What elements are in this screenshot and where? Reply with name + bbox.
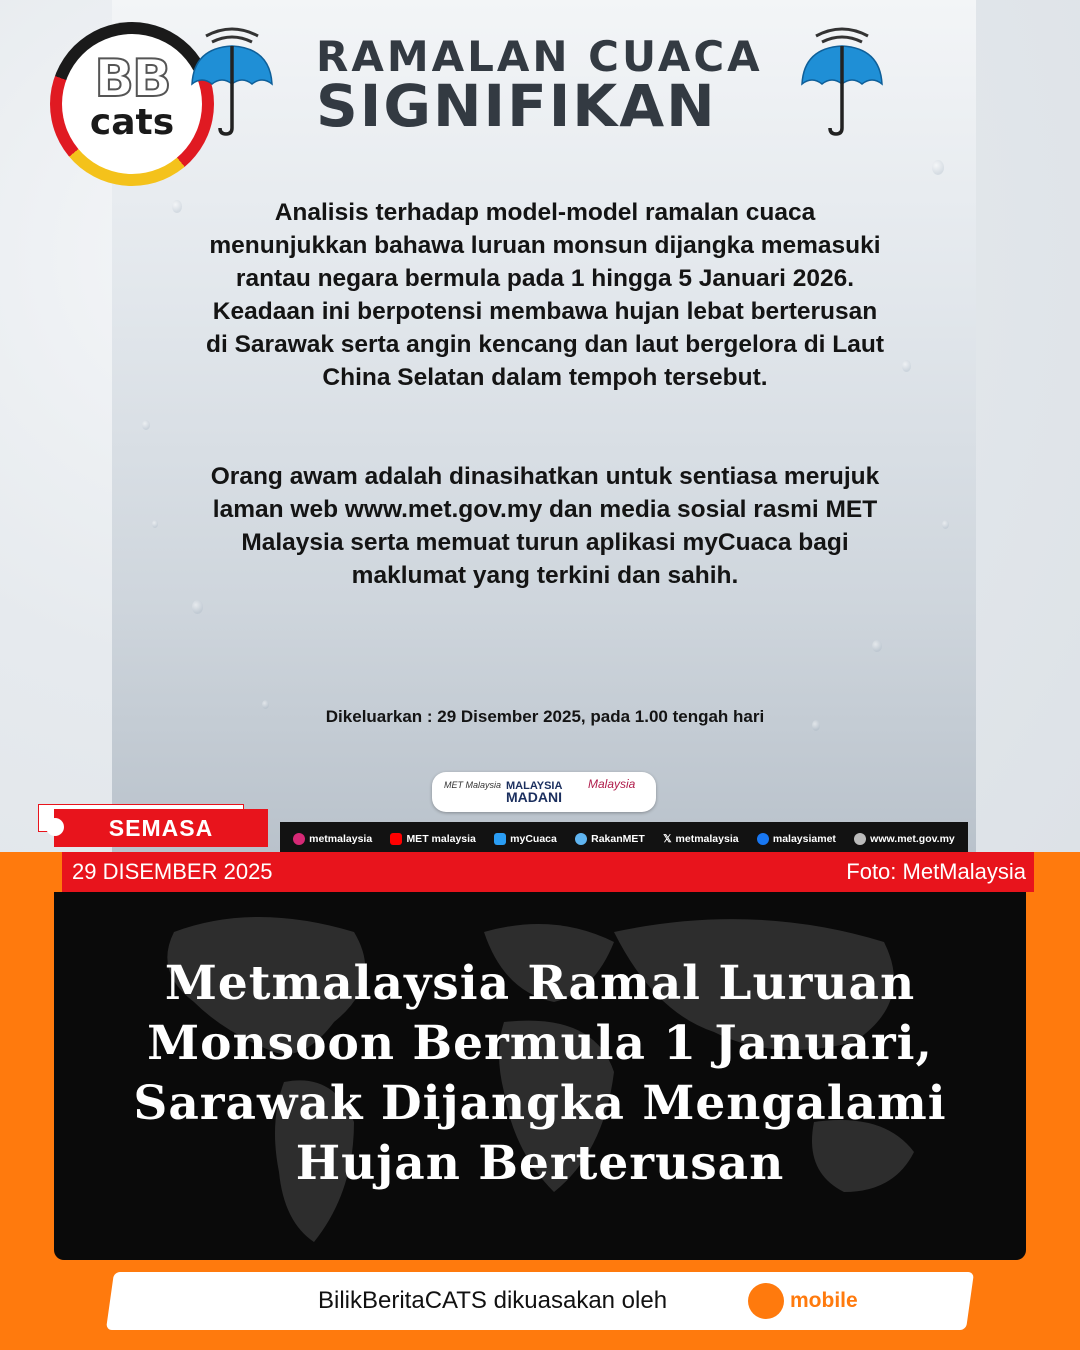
social-bar [280, 822, 968, 856]
social-facebook[interactable]: malaysiamet [757, 833, 836, 845]
category-label: SEMASA [108, 815, 214, 841]
umobile-logo-icon [748, 1283, 784, 1319]
facebook-icon [757, 833, 769, 845]
umbrella-icon [190, 22, 274, 137]
social-youtube[interactable]: MET malaysia [390, 833, 475, 845]
youtube-icon [390, 833, 402, 845]
madani-logo: MALAYSIA MADANI [506, 780, 563, 805]
x-icon: 𝕏 [663, 833, 672, 845]
poster-paragraph-2: Orang awam adalah dinasihatkan untuk sentiasa merujuk laman web www.met.gov.my dan media sosial rasmi MET Malaysia serta memuat turun aplikasi myCuaca bagi maklumat yang terkini dan sahih. [210, 463, 880, 589]
logo-bottom-text: cats [89, 102, 175, 143]
headline-box [54, 892, 1026, 1260]
umbrella-icon [800, 22, 884, 137]
poster-issued-date: Dikeluarkan : 29 Disember 2025, pada 1.00 tengah hari [325, 707, 765, 726]
photo-credit: Foto: MetMalaysia [846, 859, 1026, 884]
met-logo: MET Malaysia [444, 780, 502, 790]
publish-date: 29 DISEMBER 2025 [72, 859, 273, 884]
poster-paragraph-1: Analisis terhadap model-model ramalan cuaca menunjukkan bahawa luruan monsun dijangka memasuki rantau negara bermula pada 1 hingga 5 Januari 2026. Keadaan ini berpotensi membawa hujan lebat berterusan di Sarawak serta angin kencang dan laut bergelora di Laut China Selatan dalam tempoh tersebut. [205, 199, 885, 391]
social-x[interactable]: 𝕏 metmalaysia [663, 833, 739, 845]
headline[interactable]: Metmalaysia Ramal Luruan Monsoon Bermula 1 Januari, Sarawak Dijangka Mengalami Hujan Berterusan [133, 956, 947, 1191]
poster-title-line2: SIGNIFIKAN [316, 72, 717, 140]
sponsor-logos [432, 772, 656, 812]
umobile-logo-text: mobile [790, 1289, 858, 1312]
logo-top-text: BB [94, 49, 170, 109]
rakanmet-icon [575, 833, 587, 845]
social-instagram[interactable]: metmalaysia [293, 833, 372, 845]
globe-icon [854, 833, 866, 845]
social-rakanmet[interactable]: RakanMET [575, 833, 645, 845]
instagram-icon [293, 833, 305, 845]
poster-title-line1: RAMALAN CUACA [316, 32, 763, 81]
visit-malaysia-logo: Malaysia [588, 777, 636, 791]
social-mycuaca[interactable]: myCuaca [494, 833, 557, 845]
footer-text: BilikBeritaCATS dikuasakan oleh [318, 1287, 668, 1314]
mycuaca-icon [494, 833, 506, 845]
social-website[interactable]: www.met.gov.my [854, 833, 955, 845]
